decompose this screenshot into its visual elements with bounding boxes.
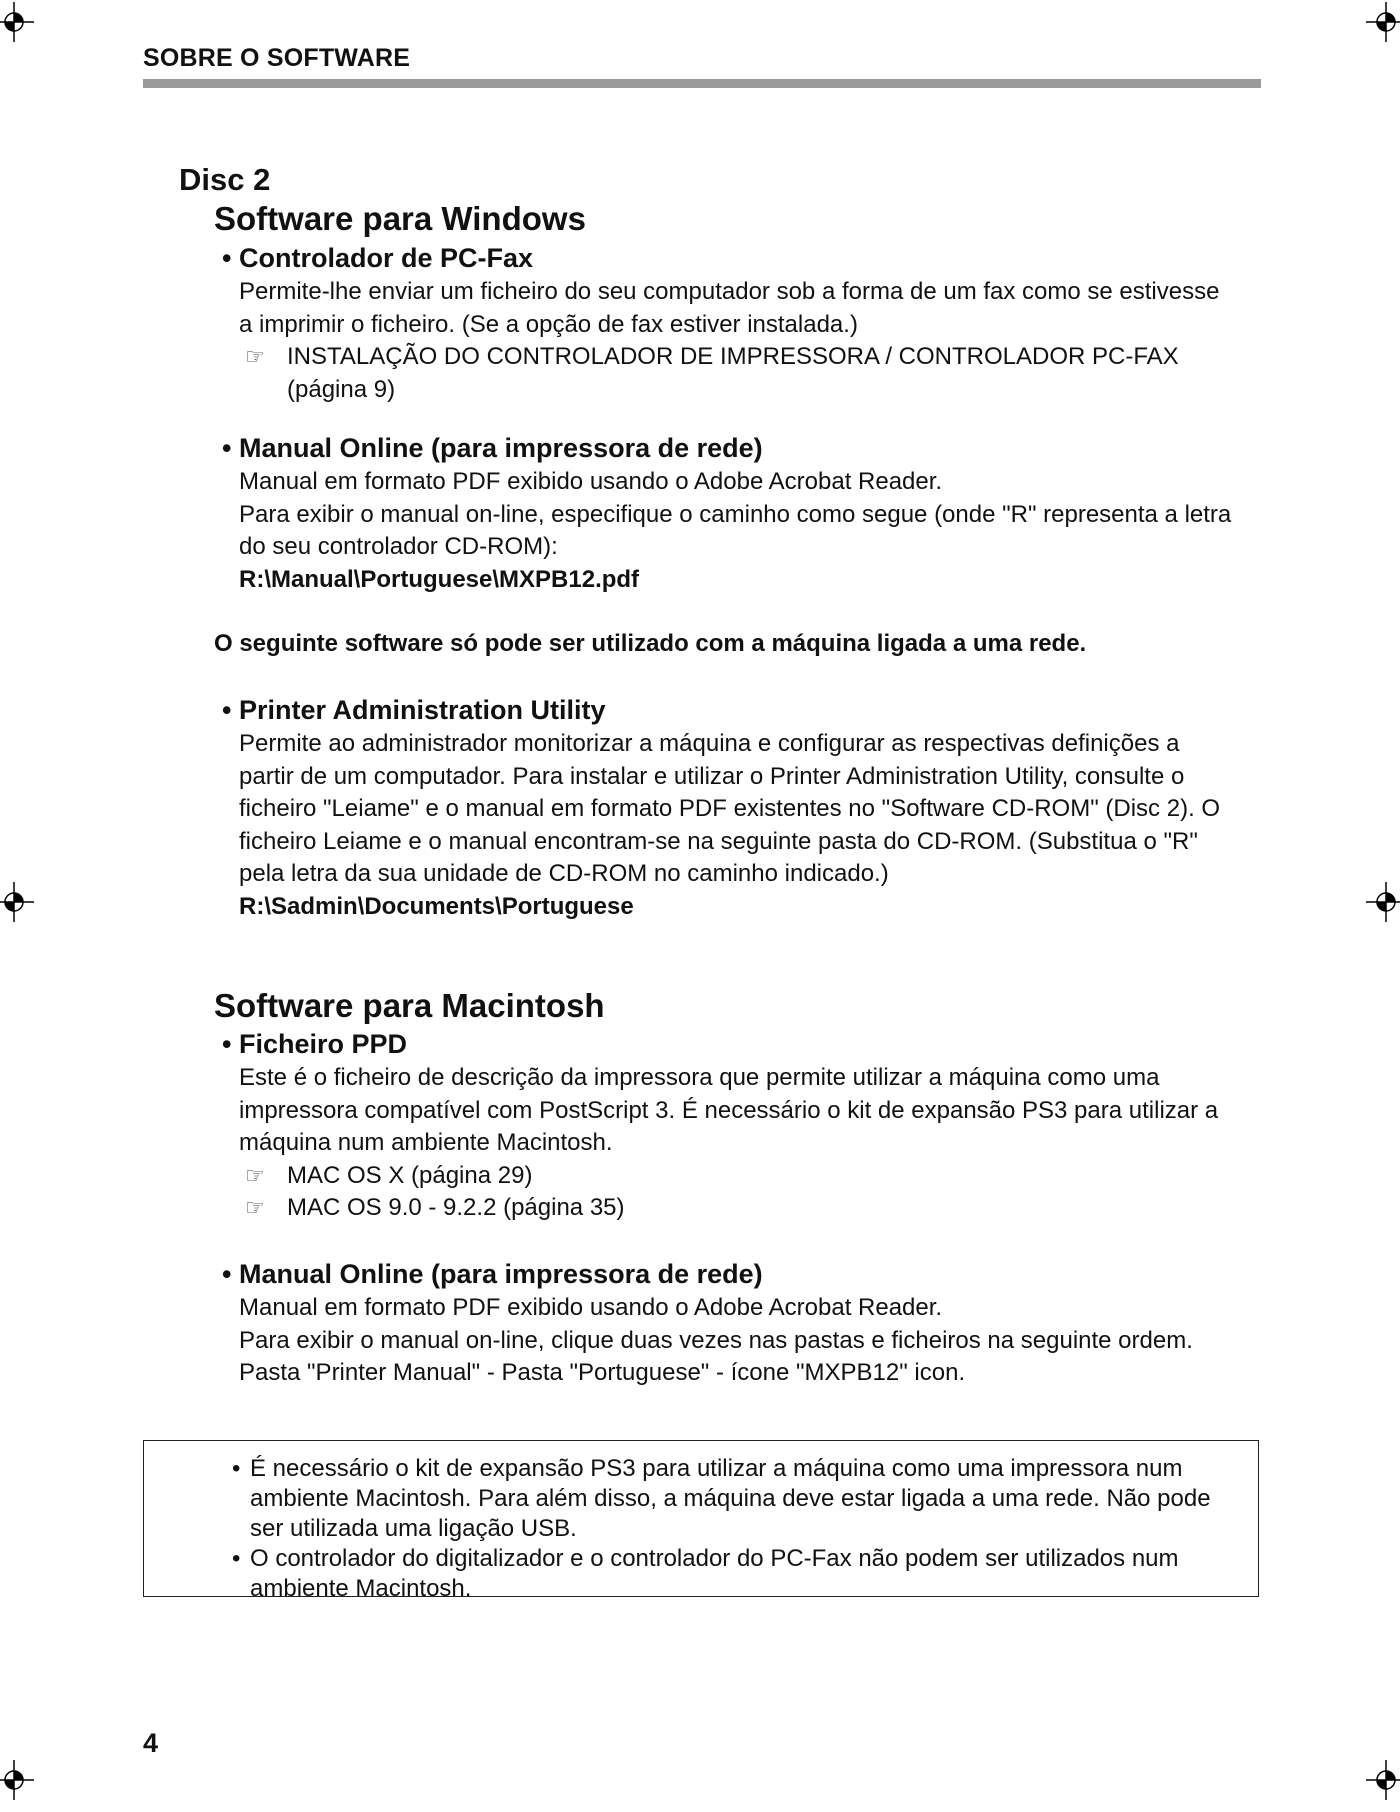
note-box [143,1440,1259,1602]
bullet: • [232,1455,241,1482]
pointing-hand-icon: ☞ [245,1162,265,1188]
item-title [222,1256,1262,1292]
item-description [239,1062,1262,1160]
item-title-text: Manual Online (para impressora de rede) [239,433,763,463]
bullet: • [222,1259,232,1289]
page-reference [245,341,1262,406]
text-line: O controlador do digitalizador e o controlador do PC-Fax não podem ser utilizados num [250,1545,1179,1572]
text-line: ser utilizada uma ligação USB. [250,1515,577,1542]
reference-text: MAC OS 9.0 - 9.2.2 (página 35) [287,1194,625,1221]
text-line: Manual em formato PDF exibido usando o Adobe Acrobat Reader. [239,468,943,495]
text-line: pela letra da sua unidade de CD-ROM no caminho indicado.) [239,860,889,887]
crop-mark-top-right [1366,2,1400,42]
text-line: Permite-lhe enviar um ficheiro do seu computador sob a forma de um fax como se estivesse [239,278,1220,305]
text-line: a imprimir o ficheiro. (Se a opção de fax estiver instalada.) [239,310,858,338]
text-line: Para exibir o manual on-line, clique duas vezes nas pastas e ficheiros na seguinte ordem. [239,1326,1193,1354]
bullet: • [222,1029,232,1059]
reference-text: INSTALAÇÃO DO CONTROLADOR DE IMPRESSORA / CONTROLADOR PC-FAX [287,343,1179,370]
reference-text: MAC OS X (página 29) [287,1161,533,1189]
bullet: • [232,1545,241,1572]
item-online-manual-mac [222,1256,1262,1390]
crop-mark-top-left [0,2,34,42]
item-description [239,466,1262,596]
text-line: Permite ao administrador monitorizar a máquina e configurar as respectivas definições a [239,730,1180,757]
item-title [222,430,1262,466]
pointing-hand-icon: ☞ [245,344,265,369]
page-number: 4 [143,1728,159,1758]
text-line: máquina num ambiente Macintosh. [239,1129,613,1156]
bullet: • [222,243,232,273]
item-title-text: Manual Online (para impressora de rede) [239,1259,763,1289]
text-line: Pasta "Printer Manual" - Pasta "Portuguese" - ícone "MXPB12" icon. [239,1359,966,1386]
reference-text: (página 9) [287,375,396,403]
file-path: R:\Manual\Portuguese\MXPB12.pdf [239,565,640,593]
crop-mark-bottom-right [1366,1760,1400,1800]
disc-title: Disc 2 [179,162,271,197]
page-reference [245,1160,1262,1193]
text-line: Manual em formato PDF exibido usando o Adobe Acrobat Reader. [239,1294,943,1321]
crop-mark-middle-right [1366,882,1400,922]
crop-mark-bottom-left [0,1760,34,1800]
item-description [239,1292,1262,1390]
item-description [239,276,1262,341]
text-line: Este é o ficheiro de descrição da impressora que permite utilizar a máquina como uma [239,1064,1160,1091]
item-description [239,728,1262,923]
header-rule [143,79,1261,88]
item-title [222,1026,1262,1062]
file-path: R:\Sadmin\Documents\Portuguese [239,892,634,920]
text-line: ficheiro Leiame e o manual encontram-se na seguinte pasta do CD-ROM. (Substitua o "R" [239,827,1198,855]
bullet: • [222,433,232,463]
text-line: ambiente Macintosh. [250,1575,472,1602]
text-line: impressora compatível com PostScript 3. É necessário o kit de expansão PS3 para utilizar a [239,1096,1219,1124]
note-item [232,1454,1260,1544]
section-title-macintosh: Software para Macintosh [214,987,605,1024]
item-title-text: Controlador de PC-Fax [239,243,534,273]
crop-mark-middle-left [0,882,34,922]
page-reference [245,1192,1262,1225]
item-printer-admin-utility [222,692,1262,923]
item-title [222,692,1262,728]
item-pc-fax-driver [222,240,1262,406]
text-line: É necessário o kit de expansão PS3 para utilizar a máquina como uma impressora num [250,1455,1183,1482]
item-title-text: Printer Administration Utility [239,695,606,725]
text-line: do seu controlador CD-ROM): [239,533,558,560]
item-title [222,240,1262,276]
network-only-note: O seguinte software só pode ser utilizado com a máquina ligada a uma rede. [214,630,1087,657]
item-title-text: Ficheiro PPD [239,1029,408,1059]
section-title-windows: Software para Windows [214,200,586,237]
text-line: Para exibir o manual on-line, especifique o caminho como segue (onde "R" representa a letra [239,500,1232,528]
bullet: • [222,695,232,725]
running-header: SOBRE O SOFTWARE [143,44,411,72]
pointing-hand-icon: ☞ [245,1195,265,1220]
note-item [232,1544,1260,1604]
text-line: partir de um computador. Para instalar e utilizar o Printer Administration Utility, consulte o [239,762,1185,790]
text-line: ficheiro "Leiame" e o manual em formato PDF existentes no "Software CD-ROM" (Disc 2). O [239,795,1221,822]
text-line: ambiente Macintosh. Para além disso, a máquina deve estar ligada a uma rede. Não pode [250,1485,1211,1512]
item-ppd-file [222,1026,1262,1225]
item-online-manual-windows [222,430,1262,596]
